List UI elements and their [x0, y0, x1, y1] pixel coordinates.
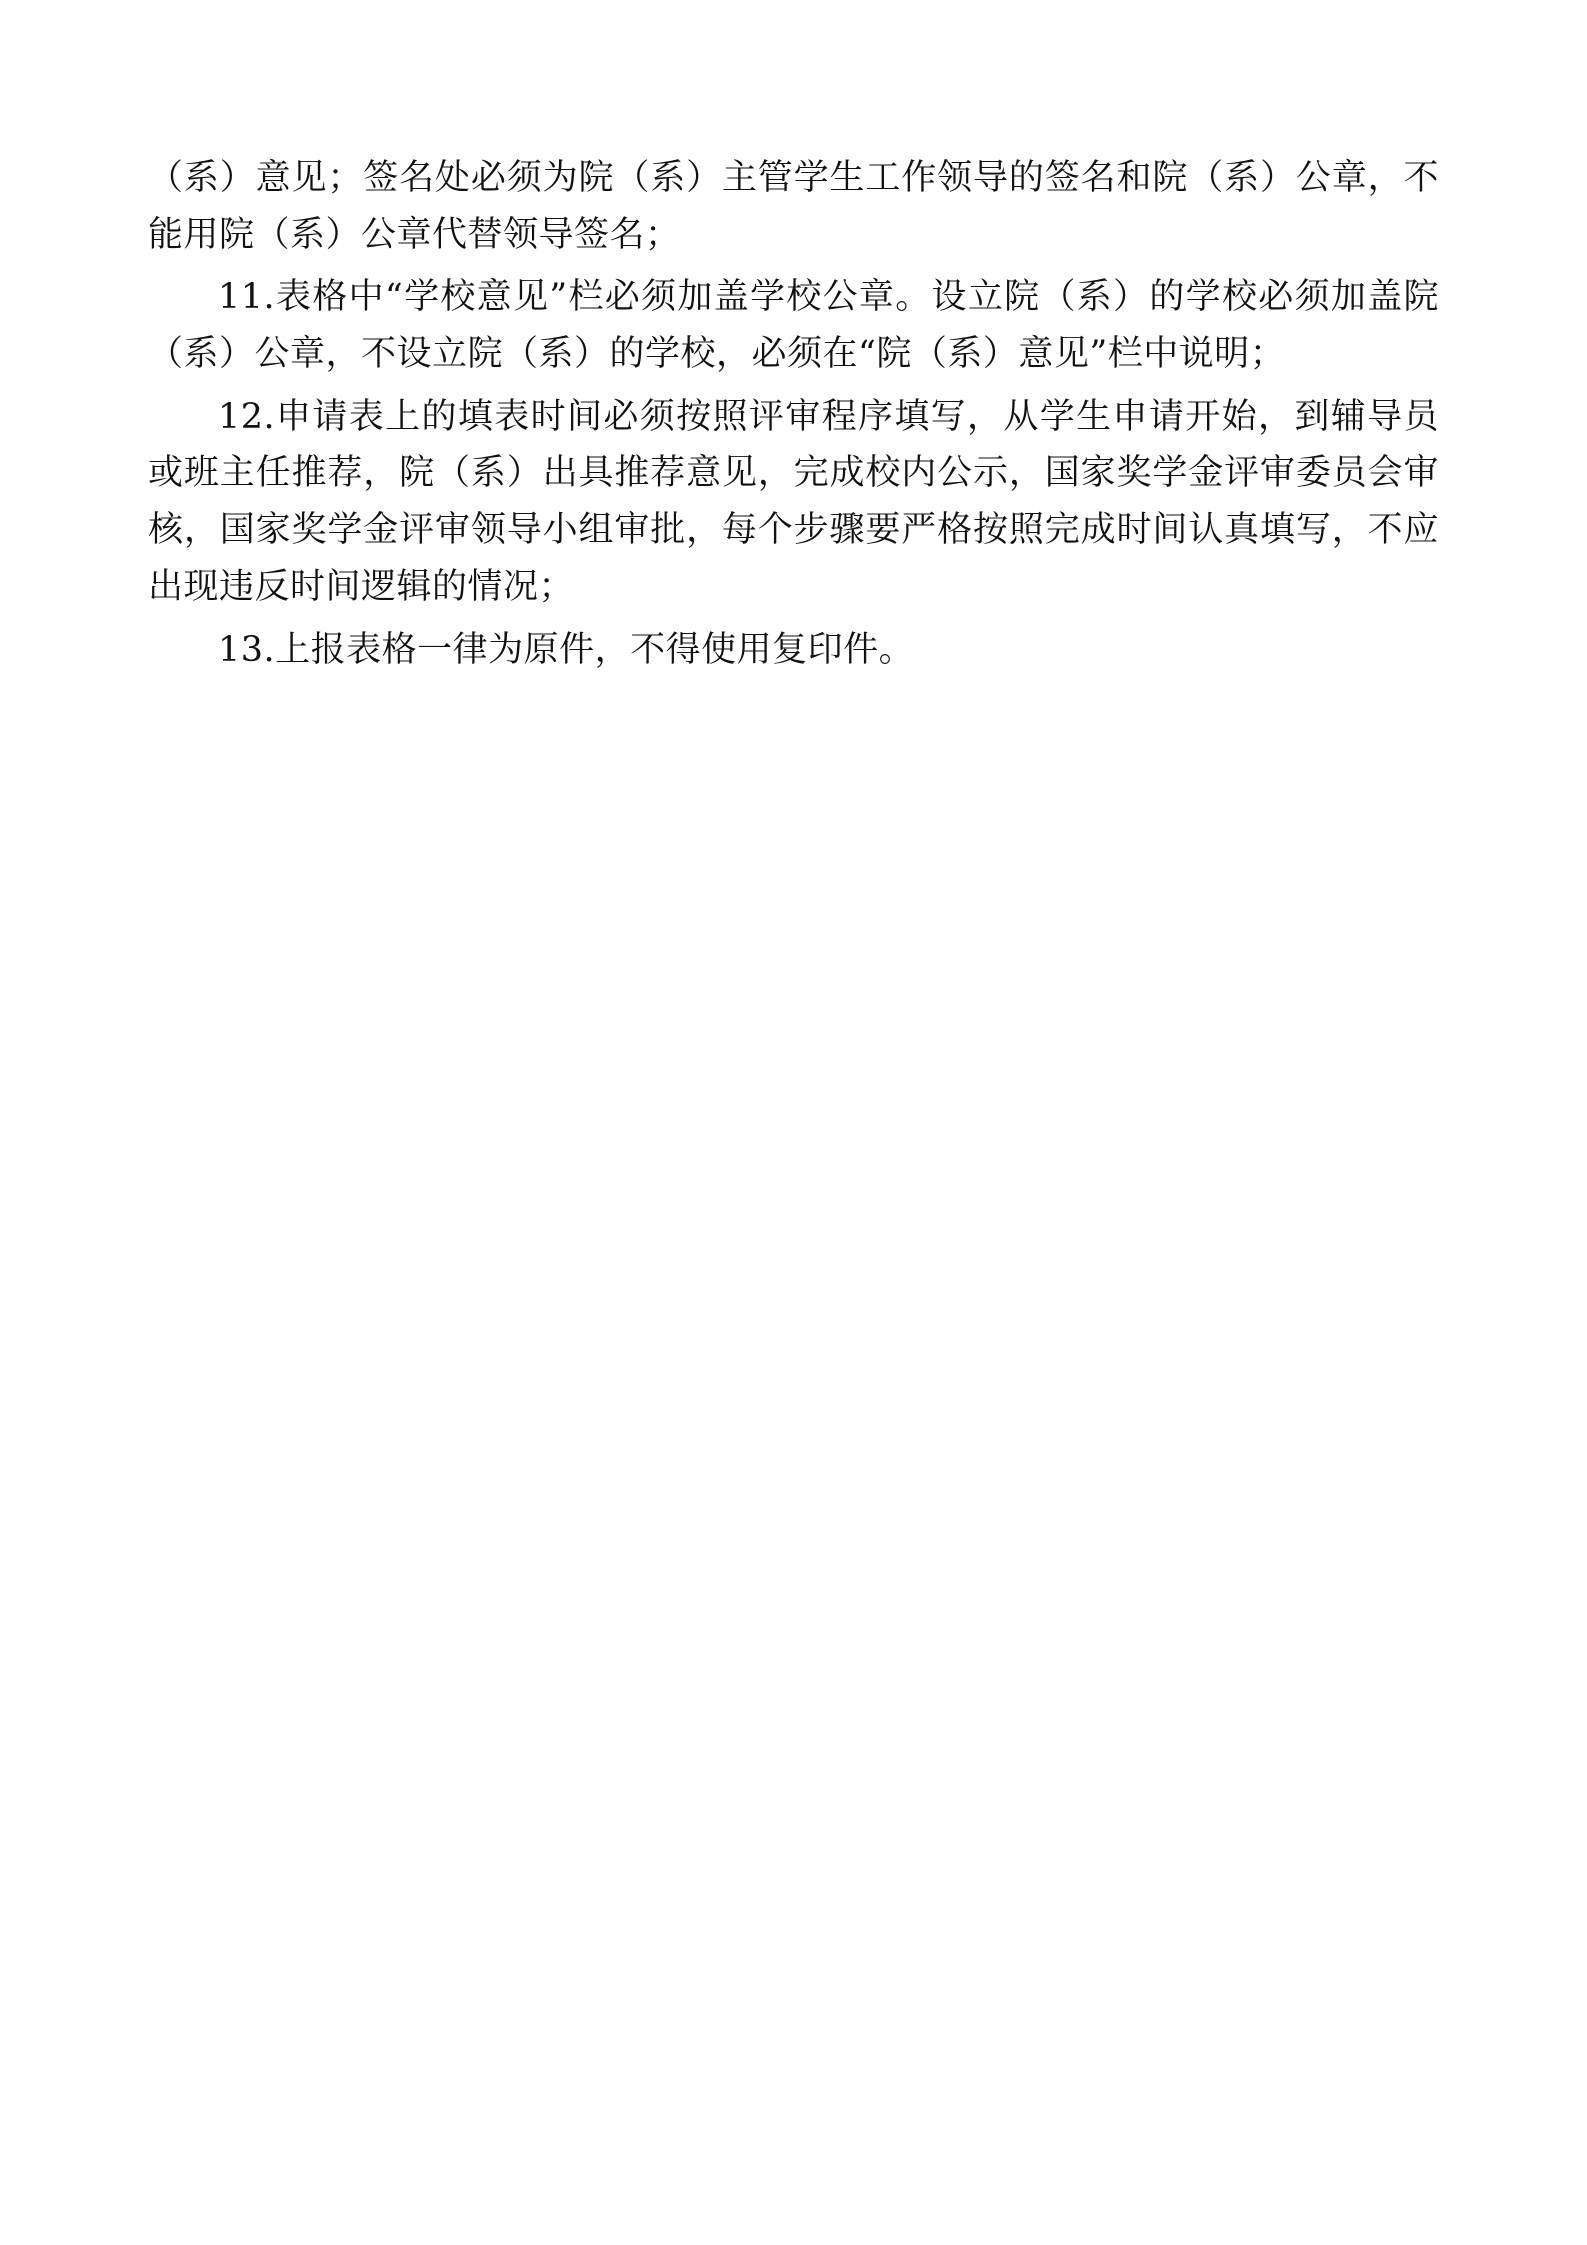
paragraph-continued-10: （系）意见；签名处必须为院（系）主管学生工作领导的签名和院（系）公章，不能用院（系）公章代替领导签名； [148, 158, 1439, 255]
paragraph-item-13: 13.上报表格一律为原件，不得使用复印件。 [218, 629, 915, 670]
paragraph-item-12: 12.申请表上的填表时间必须按照评审程序填写，从学生申请开始，到辅导员或班主任推荐，院（系）出具推荐意见，完成校内公示，国家奖学金评审委员会审核，国家奖学金评审领导小组审批，每个步骤要严格按照完成时间认真填写，不应出现违反时间逻辑的情况； [148, 396, 1439, 607]
document-body [148, 150, 1439, 678]
paragraph-item-11: 11.表格中“学校意见”栏必须加盖学校公章。设立院（系）的学校必须加盖院（系）公章，不设立院（系）的学校，必须在“院（系）意见”栏中说明； [148, 277, 1439, 375]
